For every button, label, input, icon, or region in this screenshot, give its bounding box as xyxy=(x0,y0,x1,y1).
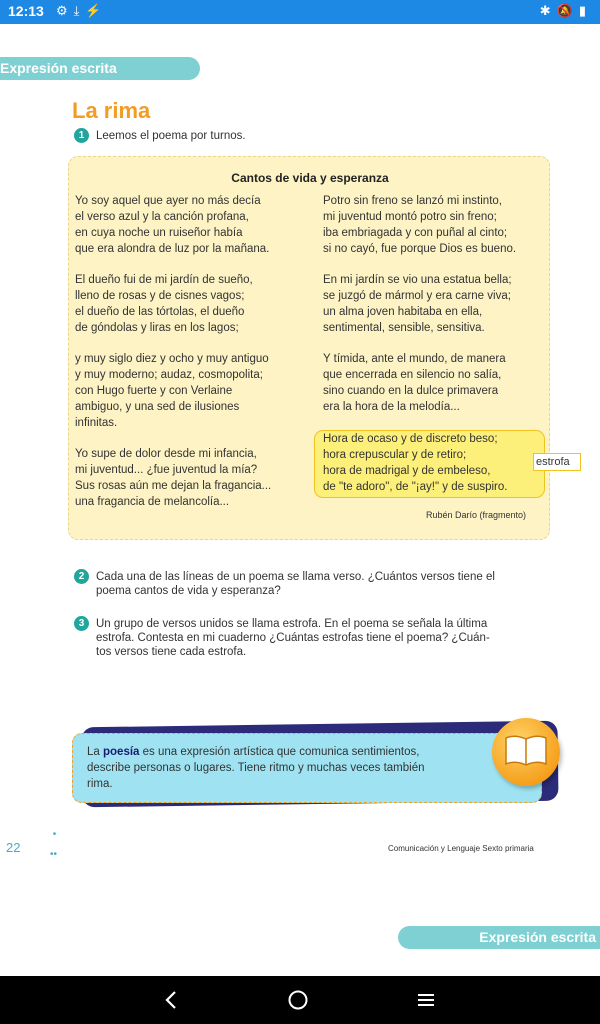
signal-icon: ⚡ xyxy=(85,3,108,18)
home-icon xyxy=(283,986,313,1014)
question-1-text: Leemos el poema por turnos. xyxy=(96,130,246,142)
verse: en cuya noche un ruiseñor había xyxy=(75,227,243,239)
verse: El dueño fui de mi jardín de sueño, xyxy=(75,274,253,286)
estrofa-label: estrofa xyxy=(533,453,581,471)
info-prefix: La xyxy=(87,746,103,758)
recents-button[interactable] xyxy=(411,986,441,1014)
verse: Hora de ocaso y de discreto beso; xyxy=(323,433,498,445)
verse: el dueño de las tórtolas, el dueño xyxy=(75,306,245,318)
status-time: 12:13 xyxy=(8,3,44,19)
verse: y muy moderno; audaz, cosmopolita; xyxy=(75,369,263,381)
verse: era la hora de la melodía... xyxy=(323,401,460,413)
stanza-1 xyxy=(75,193,269,257)
status-bar xyxy=(0,0,600,24)
stanza-2 xyxy=(323,193,516,257)
question-2-line: Cada una de las líneas de un poema se llama verso. ¿Cuántos versos tiene el xyxy=(96,571,495,583)
battery-icon: ▮ xyxy=(578,3,592,18)
verse: que encerrada en silencio no salía, xyxy=(323,369,502,381)
question-3-line: tos versos tiene cada estrofa. xyxy=(96,646,247,658)
info-box xyxy=(72,733,542,803)
poem-title: Cantos de vida y esperanza xyxy=(231,171,389,185)
verse: de góndolas y liras en los lagos; xyxy=(75,322,239,334)
verse: una fragancia de melancolía... xyxy=(75,496,230,508)
verse: Sus rosas aún me dejan la fragancia... xyxy=(75,480,272,492)
verse: hora de madrigal y de embeleso, xyxy=(323,465,491,477)
page-title: La rima xyxy=(72,98,151,123)
question-3-number: 3 xyxy=(74,616,89,631)
home-button[interactable] xyxy=(283,986,313,1014)
mute-icon: 🔕 xyxy=(556,3,579,18)
verse: Y tímida, ante el mundo, de manera xyxy=(323,353,506,365)
question-1 xyxy=(74,128,554,144)
verse: iba embriagada y con puñal al cinto; xyxy=(323,227,508,239)
status-left-icons xyxy=(56,3,108,19)
verse: que era alondra de luz por la mañana. xyxy=(75,243,270,255)
question-3 xyxy=(74,616,558,662)
verse: sentimental, sensible, sensitiva. xyxy=(323,322,485,334)
verse: y muy siglo diez y ocho y muy antiguo xyxy=(75,353,269,365)
bluetooth-icon: ✱ xyxy=(539,3,557,18)
info-text xyxy=(87,744,487,792)
page-number: 22 xyxy=(6,840,21,855)
stanza-5 xyxy=(75,351,269,431)
info-line1-rest: es una expresión artística que comunica sentimientos, xyxy=(139,746,420,758)
stanza-3 xyxy=(75,272,253,336)
verse: un alma joven habitaba en ella, xyxy=(323,306,483,318)
question-1-number: 1 xyxy=(74,128,89,143)
back-icon xyxy=(156,986,186,1014)
gear-icon: ⚙ xyxy=(56,3,74,18)
back-button[interactable] xyxy=(156,986,186,1014)
decorative-dots: • •• xyxy=(50,829,58,860)
menu-icon xyxy=(411,986,441,1014)
verse: sino cuando en la dulce primavera xyxy=(323,385,499,397)
stanza-6 xyxy=(323,351,506,415)
verse: se juzgó de mármol y era carne viva; xyxy=(323,290,511,302)
verse: mi juventud montó potro sin freno; xyxy=(323,211,497,223)
section-tab-top: Expresión escrita xyxy=(0,57,200,80)
download-icon: ⤓ xyxy=(73,3,86,18)
info-line3: rima. xyxy=(87,778,113,790)
book-icon xyxy=(492,718,560,786)
verse: En mi jardín se vio una estatua bella; xyxy=(323,274,512,286)
verse: si no cayó, fue porque Dios es bueno. xyxy=(323,243,517,255)
stanza-8 xyxy=(323,431,507,495)
question-2-line: poema cantos de vida y esperanza? xyxy=(96,585,281,597)
stanza-4 xyxy=(323,272,512,336)
status-right-icons xyxy=(540,3,592,19)
footer-text: Comunicación y Lenguaje Sexto primaria xyxy=(388,844,534,853)
verse: el verso azul y la canción profana, xyxy=(75,211,249,223)
info-line2: describe personas o lugares. Tiene ritmo y muchas veces también xyxy=(87,762,425,774)
navigation-bar xyxy=(0,976,600,1024)
poem-author: Rubén Darío (fragmento) xyxy=(426,510,527,520)
question-3-line: Un grupo de versos unidos se llama estrofa. En el poema se señala la última xyxy=(96,618,488,630)
stanza-7 xyxy=(75,446,271,510)
info-keyword: poesía xyxy=(103,746,140,758)
verse: con Hugo fuerte y con Verlaine xyxy=(75,385,233,397)
verse: de "te adoro", de "¡ay!" y de suspiro. xyxy=(323,481,508,493)
verse: hora crepuscular y de retiro; xyxy=(323,449,467,461)
question-3-line: estrofa. Contesta en mi cuaderno ¿Cuántas estrofas tiene el poema? ¿Cuán- xyxy=(96,632,490,644)
verse: Yo soy aquel que ayer no más decía xyxy=(75,195,261,207)
verse: infinitas. xyxy=(75,417,118,429)
question-2-number: 2 xyxy=(74,569,89,584)
verse: ambiguo, y una sed de ilusiones xyxy=(75,401,240,413)
question-2 xyxy=(74,569,558,599)
verse: Yo supe de dolor desde mi infancia, xyxy=(75,448,257,460)
verse: mi juventud... ¿fue juventud la mía? xyxy=(75,464,258,476)
verse: Potro sin freno se lanzó mi instinto, xyxy=(323,195,502,207)
section-tab-bottom: Expresión escrita xyxy=(398,926,600,949)
verse: lleno de rosas y de cisnes vagos; xyxy=(75,290,245,302)
